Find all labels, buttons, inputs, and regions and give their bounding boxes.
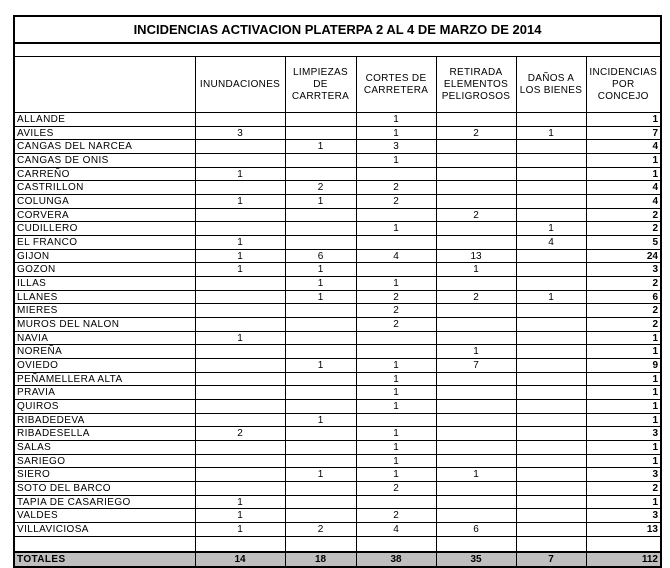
retirada-cell[interactable] <box>436 181 516 195</box>
incidents-table <box>13 15 662 568</box>
retirada-cell[interactable]: 1 <box>436 468 516 482</box>
table-row <box>14 441 661 455</box>
limpiezas-cell[interactable]: 1 <box>285 413 356 427</box>
concejo-cell[interactable]: CANGAS DE ONIS <box>14 154 195 168</box>
table-row <box>14 386 661 400</box>
concejo-cell[interactable]: MIERES <box>14 304 195 318</box>
inundaciones-cell[interactable] <box>195 222 285 236</box>
concejo-cell[interactable]: RIBADEDEVA <box>14 413 195 427</box>
danos-cell[interactable] <box>516 195 586 209</box>
cortes-cell[interactable] <box>356 236 436 250</box>
inundaciones-cell[interactable] <box>195 482 285 496</box>
retirada-cell[interactable] <box>436 509 516 523</box>
limpiezas-cell[interactable] <box>285 495 356 509</box>
inundaciones-cell[interactable] <box>195 359 285 373</box>
total-cell[interactable]: 5 <box>586 236 661 250</box>
limpiezas-cell[interactable]: 6 <box>285 249 356 263</box>
total-cell[interactable]: 1 <box>586 413 661 427</box>
danos-cell[interactable] <box>516 208 586 222</box>
limpiezas-cell[interactable] <box>285 208 356 222</box>
title-row <box>14 16 661 43</box>
inundaciones-cell[interactable] <box>195 441 285 455</box>
concejo-cell[interactable]: LLANES <box>14 290 195 304</box>
total-cell[interactable]: 3 <box>586 509 661 523</box>
total-cell[interactable]: 24 <box>586 249 661 263</box>
retirada-cell[interactable] <box>436 386 516 400</box>
concejo-cell[interactable]: SIERO <box>14 468 195 482</box>
total-cell[interactable]: 1 <box>586 386 661 400</box>
limpiezas-cell[interactable] <box>285 386 356 400</box>
table-row <box>14 468 661 482</box>
table-row <box>14 331 661 345</box>
inundaciones-cell[interactable]: 1 <box>195 523 285 537</box>
totals-total[interactable]: 112 <box>586 552 661 567</box>
table-row <box>14 413 661 427</box>
concejo-cell[interactable]: COLUNGA <box>14 195 195 209</box>
retirada-cell[interactable]: 2 <box>436 208 516 222</box>
spacer-cell[interactable] <box>14 43 661 57</box>
cortes-cell[interactable]: 1 <box>356 454 436 468</box>
inundaciones-cell[interactable]: 1 <box>195 331 285 345</box>
retirada-cell[interactable]: 2 <box>436 290 516 304</box>
total-cell[interactable]: 1 <box>586 454 661 468</box>
cortes-cell[interactable]: 2 <box>356 195 436 209</box>
inundaciones-cell[interactable] <box>195 277 285 291</box>
retirada-cell[interactable] <box>436 495 516 509</box>
limpiezas-cell[interactable]: 2 <box>285 181 356 195</box>
limpiezas-cell[interactable]: 1 <box>285 140 356 154</box>
table-row <box>14 222 661 236</box>
danos-cell[interactable] <box>516 495 586 509</box>
concejo-cell[interactable]: GIJON <box>14 249 195 263</box>
header-danos[interactable]: DAÑOS A LOS BIENES <box>516 57 586 113</box>
table-row <box>14 400 661 414</box>
danos-cell[interactable] <box>516 400 586 414</box>
cortes-cell[interactable]: 1 <box>356 277 436 291</box>
retirada-cell[interactable] <box>436 236 516 250</box>
danos-cell[interactable]: 4 <box>516 236 586 250</box>
concejo-cell[interactable]: PRAVIA <box>14 386 195 400</box>
total-cell[interactable]: 4 <box>586 140 661 154</box>
table-row <box>14 140 661 154</box>
total-cell[interactable]: 6 <box>586 290 661 304</box>
total-cell[interactable]: 1 <box>586 441 661 455</box>
cortes-cell[interactable] <box>356 495 436 509</box>
danos-cell[interactable] <box>516 427 586 441</box>
limpiezas-cell[interactable] <box>285 236 356 250</box>
danos-cell[interactable] <box>516 318 586 332</box>
concejo-cell[interactable]: AVILES <box>14 126 195 140</box>
table-row <box>14 509 661 523</box>
inundaciones-cell[interactable] <box>195 468 285 482</box>
total-cell[interactable]: 1 <box>586 372 661 386</box>
limpiezas-cell[interactable] <box>285 154 356 168</box>
retirada-cell[interactable]: 6 <box>436 523 516 537</box>
cortes-cell[interactable]: 1 <box>356 222 436 236</box>
concejo-cell[interactable]: CANGAS DEL NARCEA <box>14 140 195 154</box>
totals-inundaciones[interactable]: 14 <box>195 552 285 567</box>
total-cell[interactable]: 1 <box>586 495 661 509</box>
danos-cell[interactable] <box>516 331 586 345</box>
table-row <box>14 167 661 181</box>
total-cell[interactable]: 3 <box>586 468 661 482</box>
inundaciones-cell[interactable] <box>195 386 285 400</box>
retirada-cell[interactable]: 2 <box>436 126 516 140</box>
concejo-cell[interactable]: GOZON <box>14 263 195 277</box>
total-cell[interactable]: 1 <box>586 167 661 181</box>
limpiezas-cell[interactable]: 1 <box>285 290 356 304</box>
inundaciones-cell[interactable] <box>195 372 285 386</box>
blank-cell[interactable] <box>356 536 436 552</box>
danos-cell[interactable] <box>516 181 586 195</box>
inundaciones-cell[interactable] <box>195 304 285 318</box>
limpiezas-cell[interactable]: 1 <box>285 359 356 373</box>
danos-cell[interactable] <box>516 345 586 359</box>
concejo-cell[interactable]: CUDILLERO <box>14 222 195 236</box>
retirada-cell[interactable]: 7 <box>436 359 516 373</box>
concejo-cell[interactable]: MUROS DEL NALON <box>14 318 195 332</box>
total-cell[interactable]: 2 <box>586 304 661 318</box>
table-row <box>14 359 661 373</box>
limpiezas-cell[interactable] <box>285 345 356 359</box>
concejo-cell[interactable]: VILLAVICIOSA <box>14 523 195 537</box>
table-row <box>14 372 661 386</box>
limpiezas-cell[interactable]: 2 <box>285 523 356 537</box>
danos-cell[interactable] <box>516 454 586 468</box>
total-cell[interactable]: 2 <box>586 482 661 496</box>
cortes-cell[interactable]: 1 <box>356 441 436 455</box>
danos-cell[interactable] <box>516 468 586 482</box>
inundaciones-cell[interactable] <box>195 154 285 168</box>
concejo-cell[interactable]: OVIEDO <box>14 359 195 373</box>
total-cell[interactable]: 3 <box>586 263 661 277</box>
retirada-cell[interactable] <box>436 482 516 496</box>
blank-cell[interactable] <box>516 536 586 552</box>
cortes-cell[interactable] <box>356 167 436 181</box>
inundaciones-cell[interactable] <box>195 290 285 304</box>
danos-cell[interactable] <box>516 167 586 181</box>
limpiezas-cell[interactable]: 1 <box>285 263 356 277</box>
concejo-cell[interactable]: PEÑAMELLERA ALTA <box>14 372 195 386</box>
concejo-cell[interactable]: CARREÑO <box>14 167 195 181</box>
danos-cell[interactable] <box>516 359 586 373</box>
inundaciones-cell[interactable] <box>195 413 285 427</box>
limpiezas-cell[interactable]: 1 <box>285 195 356 209</box>
inundaciones-cell[interactable] <box>195 208 285 222</box>
concejo-cell[interactable]: NAVIA <box>14 331 195 345</box>
danos-cell[interactable] <box>516 263 586 277</box>
cortes-cell[interactable]: 1 <box>356 468 436 482</box>
cortes-cell[interactable] <box>356 208 436 222</box>
cortes-cell[interactable]: 1 <box>356 372 436 386</box>
retirada-cell[interactable] <box>436 427 516 441</box>
cortes-cell[interactable] <box>356 413 436 427</box>
danos-cell[interactable]: 1 <box>516 290 586 304</box>
danos-cell[interactable] <box>516 441 586 455</box>
blank-cell[interactable] <box>14 536 195 552</box>
retirada-cell[interactable] <box>436 454 516 468</box>
inundaciones-cell[interactable]: 2 <box>195 427 285 441</box>
danos-cell[interactable] <box>516 482 586 496</box>
table-row <box>14 318 661 332</box>
inundaciones-cell[interactable] <box>195 454 285 468</box>
inundaciones-cell[interactable]: 1 <box>195 167 285 181</box>
limpiezas-cell[interactable]: 1 <box>285 468 356 482</box>
concejo-cell[interactable]: TAPIA DE CASARIEGO <box>14 495 195 509</box>
totals-retirada[interactable]: 35 <box>436 552 516 567</box>
cortes-cell[interactable]: 1 <box>356 359 436 373</box>
cortes-cell[interactable]: 2 <box>356 318 436 332</box>
cortes-cell[interactable] <box>356 331 436 345</box>
spacer-row <box>14 43 661 57</box>
limpiezas-cell[interactable]: 1 <box>285 277 356 291</box>
total-cell[interactable]: 4 <box>586 181 661 195</box>
table-row <box>14 126 661 140</box>
retirada-cell[interactable]: 13 <box>436 249 516 263</box>
retirada-cell[interactable] <box>436 195 516 209</box>
total-cell[interactable]: 2 <box>586 318 661 332</box>
blank-cell[interactable] <box>285 536 356 552</box>
totals-label[interactable]: TOTALES <box>14 552 195 567</box>
retirada-cell[interactable] <box>436 400 516 414</box>
table-row <box>14 454 661 468</box>
inundaciones-cell[interactable] <box>195 345 285 359</box>
table-row <box>14 208 661 222</box>
totals-danos[interactable]: 7 <box>516 552 586 567</box>
table-row <box>14 181 661 195</box>
total-cell[interactable]: 13 <box>586 523 661 537</box>
danos-cell[interactable] <box>516 413 586 427</box>
cortes-cell[interactable] <box>356 263 436 277</box>
danos-cell[interactable]: 1 <box>516 222 586 236</box>
cortes-cell[interactable]: 2 <box>356 181 436 195</box>
cortes-cell[interactable]: 2 <box>356 482 436 496</box>
cortes-cell[interactable]: 2 <box>356 290 436 304</box>
header-concejo[interactable] <box>14 57 195 113</box>
retirada-cell[interactable] <box>436 113 516 127</box>
inundaciones-cell[interactable]: 3 <box>195 126 285 140</box>
cortes-cell[interactable]: 3 <box>356 140 436 154</box>
retirada-cell[interactable]: 1 <box>436 263 516 277</box>
cortes-cell[interactable]: 1 <box>356 113 436 127</box>
total-cell[interactable]: 9 <box>586 359 661 373</box>
table-row <box>14 304 661 318</box>
inundaciones-cell[interactable]: 1 <box>195 195 285 209</box>
header-retirada[interactable]: RETIRADA ELEMENTOS PELIGROSOS <box>436 57 516 113</box>
cortes-cell[interactable]: 4 <box>356 523 436 537</box>
cortes-cell[interactable]: 2 <box>356 509 436 523</box>
limpiezas-cell[interactable] <box>285 304 356 318</box>
blank-cell[interactable] <box>586 536 661 552</box>
limpiezas-cell[interactable] <box>285 331 356 345</box>
retirada-cell[interactable] <box>436 372 516 386</box>
table-row <box>14 290 661 304</box>
table-row <box>14 195 661 209</box>
concejo-cell[interactable]: NOREÑA <box>14 345 195 359</box>
retirada-cell[interactable] <box>436 331 516 345</box>
danos-cell[interactable] <box>516 113 586 127</box>
concejo-cell[interactable]: CASTRILLON <box>14 181 195 195</box>
limpiezas-cell[interactable] <box>285 441 356 455</box>
blank-row <box>14 536 661 552</box>
cortes-cell[interactable]: 1 <box>356 400 436 414</box>
limpiezas-cell[interactable] <box>285 400 356 414</box>
limpiezas-cell[interactable] <box>285 318 356 332</box>
danos-cell[interactable] <box>516 509 586 523</box>
total-cell[interactable]: 1 <box>586 331 661 345</box>
table-row <box>14 154 661 168</box>
inundaciones-cell[interactable]: 1 <box>195 509 285 523</box>
total-cell[interactable]: 7 <box>586 126 661 140</box>
limpiezas-cell[interactable] <box>285 126 356 140</box>
blank-cell[interactable] <box>436 536 516 552</box>
totals-limpiezas[interactable]: 18 <box>285 552 356 567</box>
inundaciones-cell[interactable] <box>195 113 285 127</box>
concejo-cell[interactable]: QUIROS <box>14 400 195 414</box>
header-limpiezas[interactable]: LIMPIEZAS DE CARRTERA <box>285 57 356 113</box>
limpiezas-cell[interactable] <box>285 222 356 236</box>
header-inundaciones[interactable]: INUNDACIONES <box>195 57 285 113</box>
table-title[interactable]: INCIDENCIAS ACTIVACION PLATERPA 2 AL 4 DE MARZO DE 2014 <box>14 16 661 43</box>
header-total[interactable]: INCIDENCIAS POR CONCEJO <box>586 57 661 113</box>
header-row <box>14 57 661 113</box>
cortes-cell[interactable]: 1 <box>356 154 436 168</box>
total-cell[interactable]: 3 <box>586 427 661 441</box>
inundaciones-cell[interactable]: 1 <box>195 263 285 277</box>
cortes-cell[interactable] <box>356 345 436 359</box>
retirada-cell[interactable]: 1 <box>436 345 516 359</box>
table-row <box>14 249 661 263</box>
cortes-cell[interactable]: 1 <box>356 126 436 140</box>
total-cell[interactable]: 1 <box>586 113 661 127</box>
table-row <box>14 113 661 127</box>
table-row <box>14 345 661 359</box>
retirada-cell[interactable] <box>436 441 516 455</box>
limpiezas-cell[interactable] <box>285 427 356 441</box>
total-cell[interactable]: 1 <box>586 400 661 414</box>
table-row <box>14 427 661 441</box>
concejo-cell[interactable]: ILLAS <box>14 277 195 291</box>
limpiezas-cell[interactable] <box>285 482 356 496</box>
cortes-cell[interactable]: 2 <box>356 304 436 318</box>
concejo-cell[interactable]: VALDES <box>14 509 195 523</box>
totals-cortes[interactable]: 38 <box>356 552 436 567</box>
retirada-cell[interactable] <box>436 277 516 291</box>
totals-row <box>14 552 661 567</box>
retirada-cell[interactable] <box>436 167 516 181</box>
inundaciones-cell[interactable]: 1 <box>195 236 285 250</box>
total-cell[interactable]: 4 <box>586 195 661 209</box>
table-row <box>14 482 661 496</box>
total-cell[interactable]: 1 <box>586 154 661 168</box>
limpiezas-cell[interactable] <box>285 509 356 523</box>
retirada-cell[interactable] <box>436 154 516 168</box>
inundaciones-cell[interactable] <box>195 181 285 195</box>
concejo-cell[interactable]: EL FRANCO <box>14 236 195 250</box>
total-cell[interactable]: 2 <box>586 277 661 291</box>
concejo-cell[interactable]: SARIEGO <box>14 454 195 468</box>
danos-cell[interactable] <box>516 523 586 537</box>
table-row <box>14 277 661 291</box>
table-row <box>14 236 661 250</box>
danos-cell[interactable] <box>516 249 586 263</box>
concejo-cell[interactable]: CORVERA <box>14 208 195 222</box>
total-cell[interactable]: 2 <box>586 208 661 222</box>
limpiezas-cell[interactable] <box>285 372 356 386</box>
danos-cell[interactable]: 1 <box>516 126 586 140</box>
danos-cell[interactable] <box>516 304 586 318</box>
inundaciones-cell[interactable] <box>195 140 285 154</box>
inundaciones-cell[interactable]: 1 <box>195 495 285 509</box>
retirada-cell[interactable] <box>436 413 516 427</box>
header-cortes[interactable]: CORTES DE CARRETERA <box>356 57 436 113</box>
table-row <box>14 263 661 277</box>
inundaciones-cell[interactable] <box>195 400 285 414</box>
danos-cell[interactable] <box>516 154 586 168</box>
retirada-cell[interactable] <box>436 222 516 236</box>
table-row <box>14 523 661 537</box>
limpiezas-cell[interactable] <box>285 167 356 181</box>
retirada-cell[interactable] <box>436 318 516 332</box>
inundaciones-cell[interactable] <box>195 318 285 332</box>
limpiezas-cell[interactable] <box>285 113 356 127</box>
blank-cell[interactable] <box>195 536 285 552</box>
cortes-cell[interactable]: 4 <box>356 249 436 263</box>
danos-cell[interactable] <box>516 386 586 400</box>
cortes-cell[interactable]: 1 <box>356 427 436 441</box>
cortes-cell[interactable]: 1 <box>356 386 436 400</box>
danos-cell[interactable] <box>516 140 586 154</box>
total-cell[interactable]: 2 <box>586 222 661 236</box>
limpiezas-cell[interactable] <box>285 454 356 468</box>
concejo-cell[interactable]: SALAS <box>14 441 195 455</box>
concejo-cell[interactable]: ALLANDE <box>14 113 195 127</box>
table-row <box>14 495 661 509</box>
table-body <box>14 113 661 537</box>
concejo-cell[interactable]: RIBADESELLA <box>14 427 195 441</box>
danos-cell[interactable] <box>516 372 586 386</box>
inundaciones-cell[interactable]: 1 <box>195 249 285 263</box>
retirada-cell[interactable] <box>436 304 516 318</box>
total-cell[interactable]: 1 <box>586 345 661 359</box>
retirada-cell[interactable] <box>436 140 516 154</box>
concejo-cell[interactable]: SOTO DEL BARCO <box>14 482 195 496</box>
danos-cell[interactable] <box>516 277 586 291</box>
